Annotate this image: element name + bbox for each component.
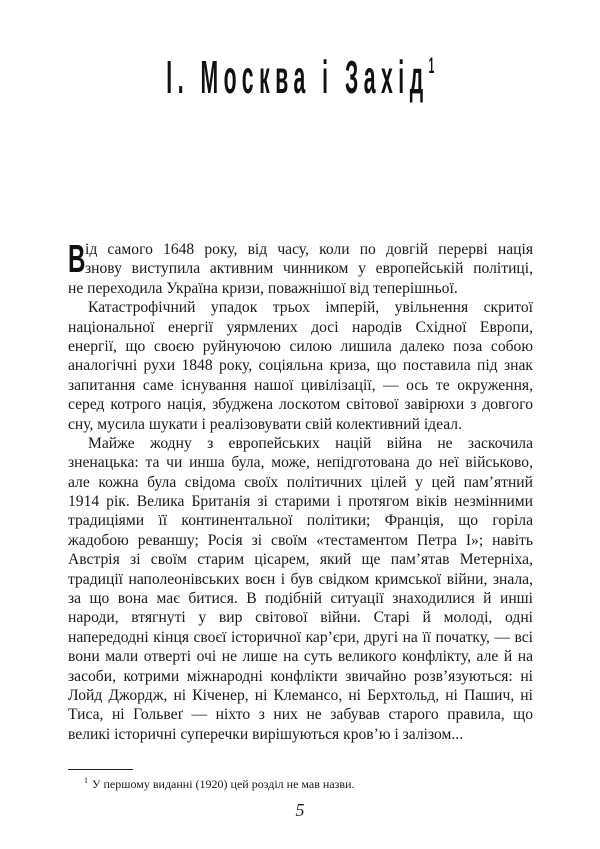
paragraph-line: за що вона має битися. В подібній ситуації знаходилися й инші — [68, 590, 533, 608]
paragraph-line: Майже жодну з европейських націй війна не заскочила — [88, 434, 533, 452]
chapter-title — [0, 50, 600, 103]
paragraph-line: традиціями її континентальної політики; Франція, що горіла — [68, 512, 533, 530]
paragraph-line: ід самого 1648 року, від часу, коли по довгій перерві нація — [85, 241, 533, 258]
footnote-mark: 1 — [84, 776, 88, 785]
body-text — [68, 240, 533, 744]
footnote — [84, 776, 355, 792]
paragraph-line: Тиса, ні Гольвеґ — ніхто з них не забував старого правила, що — [68, 706, 533, 724]
paragraph-line: але кожна була свідома своїх політичних цілей у цей пам’ятний — [68, 473, 533, 491]
paragraph-line: сну, мусила шукати і реалізовувати свій колективний ідеал. — [68, 415, 462, 433]
paragraph-line: знову виступила активним чинником у европейській політиці, — [85, 260, 533, 278]
paragraph-line: Катастрофічний упадок трьох імперій, увільнення скритої — [88, 299, 533, 317]
paragraph-line: традиції наполеонівських воєн і був свідком кримської війни, знала, — [68, 570, 533, 588]
paragraph-line: вони мали отверті очі не лише на суть великого конфлікту, але й на — [68, 648, 533, 666]
paragraph-line: зненацька: та чи инша була, може, непідготована до неї військово, — [68, 454, 533, 472]
paragraph-line: енергії, що своєю руйнуючою силою лишила далеко поза собою — [68, 337, 533, 355]
paragraph-line: засоби, котрими міжнародні конфлікти звичайно розв’язуються: ні — [68, 667, 533, 685]
paragraph-line: Австрія зі своїм старим цісарем, який ще пам’ятав Метерніха, — [68, 551, 533, 569]
paragraph-line: великі історичні суперечки вирішуються кров’ю і залізом... — [68, 725, 464, 743]
paragraph-line: 1914 рік. Велика Британія зі старими і протягом віків незмінними — [68, 493, 533, 511]
paragraph-line: запитання саме існування нашої цивілізації, — ось те окруження, — [68, 376, 533, 394]
paragraph-line: Лойд Джордж, ні Кіченер, ні Клемансо, ні Берхтольд, ні Пашич, ні — [68, 686, 533, 704]
footnote-text: У першому виданні (1920) цей розділ не мав назви. — [92, 777, 355, 791]
footnote-divider — [68, 769, 133, 770]
footnote-reference[interactable]: 1 — [428, 52, 434, 78]
paragraph-line: народи, втягнуті у вир світової війни. Старі й молоді, одні — [68, 609, 533, 627]
paragraph-line: не переходила Україна кризи, поважнішої від теперішньої. — [68, 279, 458, 297]
page-number: 5 — [295, 800, 305, 820]
paragraph-line: жадобою реваншу; Росія зі своїм «тестаментом Петра І»; навіть — [68, 531, 533, 549]
paragraph-line: серед котрого нація, збуджена лоскотом світової завірюхи з довгого — [68, 396, 533, 414]
paragraph-line: національної енергії уярмлених досі народів Східної Европи, — [68, 318, 533, 336]
chapter-title-text: І. Москва і Захід — [165, 51, 429, 103]
paragraph-line: напередодні кінця своєї історичної кар’єри, другі на її початку, — всі — [68, 628, 533, 646]
drop-cap: В — [68, 238, 86, 281]
paragraph-line: аналогічні рухи 1848 року, соціяльна криза, що поставила під знак — [68, 357, 533, 375]
